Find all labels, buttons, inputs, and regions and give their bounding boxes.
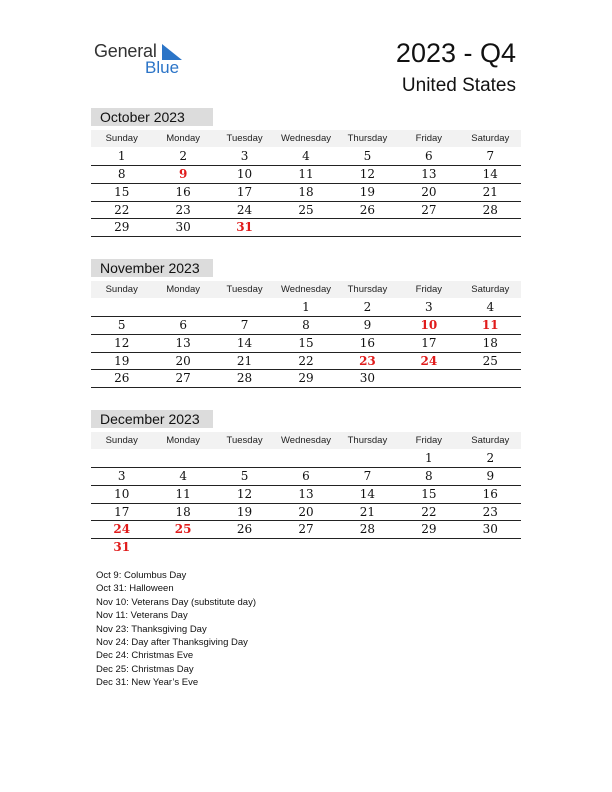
date-cell: 12 [236,486,253,501]
weekday-label: Sunday [105,133,138,144]
date-cell: 28 [482,202,498,217]
date-cell: 15 [114,184,130,199]
weekday-label: Friday [415,133,443,144]
date-cell: 13 [421,167,437,181]
date-cell: 30 [482,522,498,537]
date-cell: 9 [486,469,495,483]
holiday-note: Nov 23: Thanksgiving Day [96,623,207,635]
date-cell: 1 [302,300,310,314]
weekday-label: Tuesday [226,133,263,144]
week-row [91,299,521,317]
date-cell: 2 [179,149,187,163]
date-cell: 17 [421,335,437,350]
date-cell [214,299,275,316]
country-name: United States [401,75,516,96]
weekday-label: Thursday [347,284,388,295]
date-cell: 14 [359,486,376,501]
date-cell: 4 [302,149,310,163]
date-cell [460,539,521,556]
date-cell: 20 [298,504,314,519]
date-cell: 27 [421,202,437,217]
week-row [91,148,521,166]
date-cell: 30 [359,371,376,386]
date-cell: 12 [359,167,376,181]
holiday-date: 9 [178,167,188,181]
date-cell: 16 [359,335,376,350]
weekday-label: Monday [166,284,201,295]
date-cell: 6 [425,149,433,163]
holiday-date: 10 [420,318,438,332]
date-cell: 28 [236,371,253,386]
date-cell [337,219,398,236]
weekday-label: Tuesday [226,284,263,295]
week-rows [91,299,521,388]
date-cell: 11 [175,486,191,501]
week-row [91,166,521,184]
date-cell [275,219,336,236]
weekday-label: Friday [415,284,443,295]
holiday-notes [96,569,256,690]
date-cell: 17 [114,504,130,519]
date-cell: 6 [302,469,310,483]
weekday-label: Monday [166,435,201,446]
date-cell: 7 [363,469,372,483]
week-row [91,521,521,539]
date-cell: 26 [236,522,253,537]
date-cell: 21 [236,353,253,368]
date-cell [152,450,213,467]
date-cell: 26 [114,371,130,386]
week-row [91,450,521,468]
week-row [91,539,521,556]
holiday-date: 31 [236,220,253,235]
date-cell: 27 [298,522,314,537]
date-cell [337,539,398,556]
month-title: December 2023 [91,410,213,428]
date-cell: 15 [421,486,437,501]
date-cell: 5 [240,469,249,483]
date-cell: 21 [359,504,376,519]
holiday-note: Dec 31: New Year’s Eve [96,677,199,689]
weekday-label: Sunday [105,284,138,295]
date-cell: 10 [236,167,253,181]
date-cell: 18 [175,504,191,519]
date-cell [398,219,459,236]
date-cell: 3 [425,300,433,314]
date-cell: 19 [236,504,253,519]
date-cell: 5 [363,149,372,163]
week-row [91,370,521,388]
week-row [91,317,521,335]
date-cell [152,299,213,316]
date-cell: 2 [363,300,372,314]
holiday-note: Nov 24: Day after Thanksgiving Day [96,636,248,648]
date-cell [214,450,275,467]
holiday-date: 24 [420,353,438,368]
week-rows [91,450,521,556]
weekday-header [91,130,521,147]
date-cell: 24 [236,202,253,217]
weekday-header [91,281,521,298]
date-cell: 28 [359,522,376,537]
week-rows [91,148,521,237]
weekday-label: Saturday [471,133,510,144]
date-cell: 27 [175,371,191,386]
date-cell: 30 [175,220,191,235]
generalblue-logo [94,41,194,81]
date-cell: 6 [179,318,187,332]
date-cell: 25 [482,353,498,368]
date-cell: 3 [117,469,126,483]
date-cell: 7 [240,318,249,332]
date-cell: 4 [486,300,495,314]
date-cell: 23 [175,202,191,217]
date-cell: 8 [425,469,433,483]
date-cell [91,450,152,467]
date-cell: 15 [298,335,314,350]
date-cell: 23 [482,504,498,519]
holiday-note: Oct 31: Halloween [96,583,174,595]
date-cell: 7 [486,149,495,163]
date-cell: 16 [482,486,498,501]
date-cell: 13 [175,335,191,350]
month-december [91,410,521,556]
month-title: November 2023 [91,259,213,277]
date-cell: 25 [298,202,314,217]
holiday-date: 31 [113,540,131,555]
weekday-label: Friday [415,435,443,446]
date-cell: 22 [421,504,437,519]
date-cell: 3 [240,149,249,163]
date-cell: 11 [298,167,314,181]
holiday-date: 11 [481,318,499,332]
week-row [91,202,521,220]
week-row [91,353,521,371]
month-title: October 2023 [91,108,213,126]
date-cell: 4 [179,469,187,483]
weekday-label: Wednesday [280,133,331,144]
weekday-label: Wednesday [280,284,331,295]
date-cell: 18 [298,184,314,199]
date-cell: 16 [175,184,191,199]
month-november [91,259,521,388]
date-cell: 1 [117,149,126,163]
date-cell: 12 [114,335,130,350]
date-cell [91,299,152,316]
date-cell [460,219,521,236]
date-cell: 13 [298,486,314,501]
date-cell: 8 [302,318,310,332]
date-cell [398,370,459,387]
weekday-label: Monday [166,133,201,144]
holiday-note: Nov 10: Veterans Day (substitute day) [96,596,256,608]
date-cell [152,539,213,556]
date-cell: 26 [359,202,376,217]
holiday-date: 25 [174,522,192,537]
holiday-date: 23 [359,353,376,368]
weekday-label: Thursday [347,435,388,446]
weekday-label: Wednesday [280,435,331,446]
weekday-header [91,432,521,449]
date-cell [275,539,336,556]
date-cell: 8 [117,167,126,181]
date-cell: 1 [425,451,433,465]
date-cell [214,539,275,556]
date-cell: 9 [363,318,372,332]
date-cell [460,370,521,387]
month-october [91,108,521,237]
date-cell: 10 [114,486,130,501]
week-row [91,486,521,504]
weekday-label: Saturday [471,435,510,446]
date-cell: 5 [117,318,126,332]
date-cell: 29 [421,522,437,537]
date-cell: 22 [114,202,130,217]
date-cell: 29 [114,220,130,235]
date-cell: 20 [421,184,437,199]
date-cell [275,450,336,467]
weekday-label: Sunday [105,435,138,446]
holiday-note: Nov 11: Veterans Day [96,610,188,622]
date-cell: 21 [482,184,498,199]
holiday-note: Oct 9: Columbus Day [96,570,187,581]
date-cell: 17 [236,184,253,199]
date-cell: 22 [298,353,314,368]
date-cell: 2 [486,451,495,465]
date-cell: 29 [298,371,314,386]
date-cell: 20 [175,353,191,368]
date-cell [398,539,459,556]
holiday-date: 24 [113,522,131,537]
weekday-label: Saturday [471,284,510,295]
date-cell: 19 [359,184,376,199]
date-cell [337,450,398,467]
date-cell: 14 [482,167,498,181]
page-title: 2023 - Q4 [395,38,516,68]
logo-text-general: General [94,41,157,61]
week-row [91,504,521,522]
weekday-label: Tuesday [226,435,263,446]
date-cell: 18 [482,335,498,350]
week-row [91,468,521,486]
week-row [91,335,521,353]
weekday-label: Thursday [347,133,388,144]
date-cell: 19 [114,353,130,368]
logo-text-blue: Blue [145,58,180,77]
holiday-note: Dec 24: Christmas Eve [96,650,194,662]
date-cell: 14 [236,335,253,350]
week-row [91,219,521,237]
holiday-note: Dec 25: Christmas Day [96,663,194,675]
week-row [91,184,521,202]
